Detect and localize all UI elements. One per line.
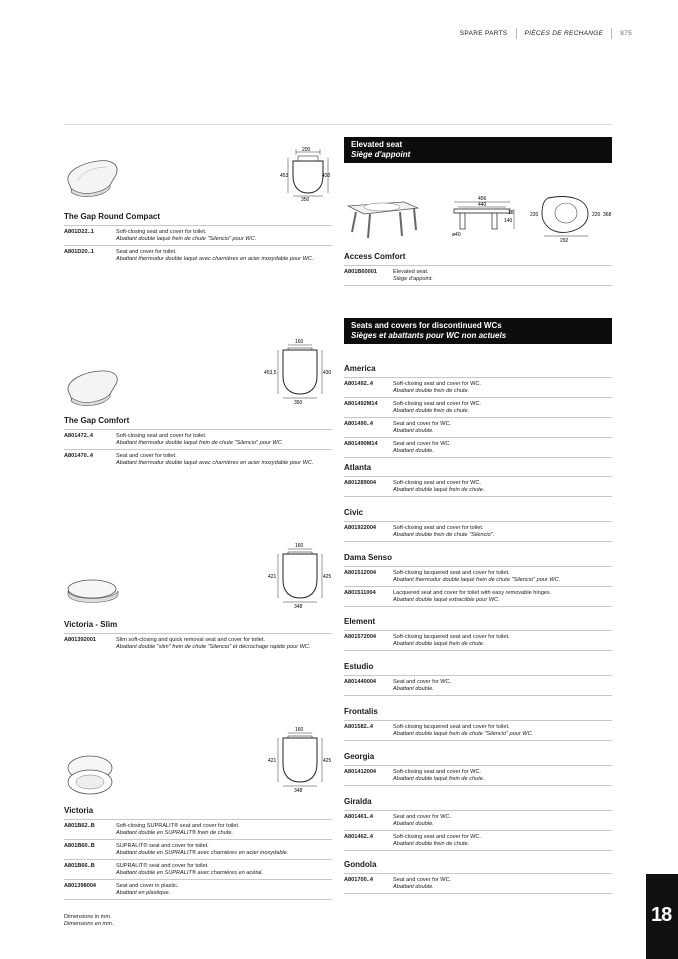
table-row — [344, 830, 612, 850]
desc-en: Seat and cover for WC. — [393, 877, 452, 883]
desc-fr: Abattant double laqué frein de chute "Silencio" pour WC. — [393, 731, 534, 737]
product-victoria — [64, 806, 332, 900]
desc-fr: Abattant double "slim" frein de chute "Silencio" et décrochage rapide pour WC. — [116, 644, 311, 650]
product-code: A801B60001 — [344, 269, 377, 275]
divider — [344, 285, 612, 286]
dim-label: 430 — [322, 173, 331, 179]
dim-label: 140 — [504, 218, 513, 224]
desc-en: SUPRALIT® seat and cover for toilet. — [116, 863, 209, 869]
table-row — [64, 859, 332, 879]
desc-fr: Abattant double laqué frein de chute "Silencio" pour WC. — [116, 236, 257, 242]
desc-fr: Abattant double. — [393, 821, 434, 827]
dim-label: 456 — [478, 196, 487, 202]
the-gap-comfort-photo — [64, 366, 122, 410]
header-divider — [516, 28, 517, 39]
product-code: A801289004 — [344, 480, 377, 486]
desc-en: Soft-closing SUPRALIT® seat and cover for toilet. — [116, 823, 240, 829]
desc-fr: Abattant thermodur double laqué frein de chute "Silencio" pour WC. — [393, 577, 561, 583]
section-title-en: SPARE PARTS — [459, 30, 508, 37]
dim-label: 292 — [560, 238, 569, 244]
dim-label: 160 — [295, 339, 304, 345]
divider — [64, 899, 332, 900]
divider — [344, 850, 612, 851]
product-code: A801572004 — [344, 634, 377, 640]
discontinued-header — [344, 318, 612, 344]
dim-label: 440 — [478, 202, 487, 208]
divider — [344, 457, 612, 458]
table-row — [64, 633, 332, 653]
desc-en: Soft-closing seat and cover for WC. — [393, 401, 481, 407]
dim-label: 160 — [295, 727, 304, 733]
dim-label: 348 — [294, 788, 303, 794]
desc-en: Soft-closing seat and cover for toilet. — [116, 229, 207, 235]
group-dama-senso — [344, 553, 612, 607]
top-divider — [64, 124, 612, 125]
chapter-number: 18 — [651, 904, 672, 926]
page-number: 875 — [620, 30, 632, 37]
group-title: America — [344, 364, 376, 373]
desc-en: Soft-closing seat and cover for toilet. — [393, 525, 484, 531]
victoria-photo — [64, 752, 118, 802]
table-row — [344, 397, 612, 417]
desc-fr: Abattant double en SUPRALIT® avec charnières en acier inoxydable. — [116, 850, 289, 856]
group-giralda — [344, 797, 612, 851]
the-gap-round-compact-photo — [64, 155, 122, 201]
header-fr: Sièges et abattants pour WC non actuels — [351, 331, 507, 340]
desc-fr: Abattant double laqué extractible pour WC. — [393, 597, 500, 603]
divider — [344, 650, 612, 651]
product-code: A801582..4 — [344, 724, 373, 730]
header-en: Elevated seat — [351, 140, 403, 149]
product-code: A801490..4 — [344, 421, 373, 427]
desc-fr: Abattant thermodur double laqué frein de chute "Silencio" pour WC. — [116, 440, 284, 446]
product-code: A801492..4 — [344, 381, 373, 387]
product-code: A801B66..B — [64, 863, 95, 869]
product-title: Access Comfort — [344, 252, 406, 261]
product-code: A801472..4 — [64, 433, 93, 439]
group-frontalis — [344, 707, 612, 741]
product-code: A801392001 — [64, 637, 97, 643]
dim-label: 200 — [302, 147, 311, 153]
dim-label: 18 — [508, 210, 514, 216]
desc-fr: Abattant double frein de chute. — [393, 841, 470, 847]
dim-label: 350 — [301, 197, 310, 202]
desc-en: Soft-closing seat and cover for WC. — [393, 769, 481, 775]
desc-fr: Abattant double. — [393, 884, 434, 890]
product-the-gap-round-compact — [64, 212, 332, 265]
divider — [344, 606, 612, 607]
desc-en: Soft-closing lacquered seat and cover for toilet. — [393, 634, 510, 640]
access-comfort-top-view — [530, 197, 612, 244]
table-row — [64, 879, 332, 899]
desc-en: Seat and cover for WC. — [393, 441, 452, 447]
dim-label: 425 — [323, 574, 332, 580]
header-divider — [611, 28, 612, 39]
desc-fr: Abattant en plastique. — [116, 890, 171, 896]
group-title: Giralda — [344, 797, 372, 806]
desc-en: Seat and cover for WC. — [393, 814, 452, 820]
desc-en: Seat and cover for toilet. — [116, 453, 177, 459]
table-row — [344, 810, 612, 830]
dim-label: 425 — [323, 758, 332, 764]
group-estudio — [344, 662, 612, 696]
product-the-gap-comfort — [64, 416, 332, 469]
group-georgia — [344, 752, 612, 786]
group-title: Atlanta — [344, 463, 372, 472]
desc-fr: Abattant double frein de chute. — [393, 408, 470, 414]
section-title-fr: PIÈCES DE RECHANGE — [524, 30, 604, 37]
dim-label: 220 — [592, 212, 601, 218]
table-row — [344, 630, 612, 650]
product-code: A801398004 — [64, 883, 97, 889]
header-en: Seats and covers for discontinued WCs — [351, 321, 502, 330]
desc-en: Soft-closing lacquered seat and cover for toilet. — [393, 570, 510, 576]
desc-fr: Abattant double. — [393, 686, 434, 692]
group-title: Estudio — [344, 662, 374, 671]
group-element — [344, 617, 612, 651]
product-code: A801B62..B — [64, 823, 95, 829]
desc-en: Seat and cover for WC. — [393, 679, 452, 685]
the-gap-round-compact-drawing — [280, 146, 336, 202]
product-victoria-slim — [64, 620, 332, 653]
divider — [344, 785, 612, 786]
dim-label: 421 — [268, 574, 277, 580]
group-title: Gondola — [344, 860, 377, 869]
table-row — [344, 586, 612, 606]
product-code: A801D20..1 — [64, 249, 94, 255]
group-title: Frontalis — [344, 707, 378, 716]
access-comfort-side-view — [452, 196, 514, 238]
desc-en: Seat and cover for toilet. — [116, 249, 177, 255]
dim-label: 350 — [294, 400, 303, 406]
desc-en: Soft-closing seat and cover for WC. — [393, 480, 481, 486]
product-code: A801412004 — [344, 769, 377, 775]
desc-fr: Abattant double frein de chute "Silencio". — [393, 532, 495, 538]
product-code: A801490M14 — [344, 441, 378, 447]
table-row — [344, 417, 612, 437]
desc-fr: Abattant thermodur double laqué avec charnières en acier inoxydable pour WC. — [116, 460, 314, 466]
desc-en: SUPRALIT® seat and cover for toilet. — [116, 843, 209, 849]
desc-fr: Abattant double frein de chute. — [393, 388, 470, 394]
desc-fr: Abattant double en SUPRALIT® frein de chute. — [116, 830, 233, 836]
group-title: Georgia — [344, 752, 375, 761]
table-row — [64, 429, 332, 449]
desc-en: Soft-closing lacquered seat and cover for toilet. — [393, 724, 510, 730]
product-title: Victoria — [64, 806, 94, 815]
table-row — [344, 437, 612, 457]
desc-fr: Abattant double laqué frein de chute. — [393, 776, 485, 782]
table-row — [64, 225, 332, 245]
product-code: A801512004 — [344, 570, 377, 576]
access-comfort-photo — [348, 202, 418, 238]
divider — [344, 893, 612, 894]
desc-fr: Abattant thermodur double laqué avec charnières en acier inoxydable pour WC. — [116, 256, 314, 262]
product-title: Victoria - Slim — [64, 620, 118, 629]
dim-label: 160 — [295, 543, 304, 549]
desc-fr: Abattant double en SUPRALIT® avec charnières en acétal. — [116, 870, 263, 876]
group-america — [344, 364, 612, 458]
desc-en: Seat and cover for WC. — [393, 421, 452, 427]
dim-label: 453,5 — [264, 370, 277, 376]
desc-en: Seat and cover in plastic. — [116, 883, 179, 889]
table-row — [64, 819, 332, 839]
desc-en: Lacquered seat and cover for toilet with easy removable hinges. — [393, 590, 552, 596]
table-row — [344, 720, 612, 740]
table-row — [344, 765, 612, 785]
group-title: Civic — [344, 508, 364, 517]
product-code: A801461..4 — [344, 814, 373, 820]
product-code: A801D22..1 — [64, 229, 94, 235]
product-code: A801492M14 — [344, 401, 378, 407]
product-title: The Gap Round Compact — [64, 212, 160, 221]
product-code: A801470..4 — [64, 453, 93, 459]
dim-label: 220 — [530, 212, 539, 218]
desc-fr: Siège d'appoint. — [393, 276, 433, 282]
table-row — [64, 245, 332, 265]
divider — [344, 541, 612, 542]
desc-en: Soft-closing seat and cover for WC. — [393, 834, 481, 840]
product-access-comfort — [344, 252, 612, 286]
dim-label: 421 — [268, 758, 277, 764]
dim-label: 368 — [603, 212, 612, 218]
dim-label: 453 — [280, 173, 289, 179]
table-row — [344, 476, 612, 496]
chapter-tab[interactable] — [646, 874, 678, 959]
product-code: A801922004 — [344, 525, 377, 531]
desc-fr: Abattant double. — [393, 448, 434, 454]
table-row — [344, 377, 612, 397]
table-row — [344, 675, 612, 695]
desc-fr: Abattant double. — [393, 428, 434, 434]
divider — [344, 695, 612, 696]
group-atlanta — [344, 463, 612, 497]
table-row — [344, 566, 612, 586]
dims-note-fr: Dimensions en mm. — [64, 921, 114, 927]
table-row — [344, 873, 612, 893]
access-comfort-drawings — [344, 192, 612, 244]
desc-en: Soft-closing seat and cover for toilet. — [116, 433, 207, 439]
group-title: Dama Senso — [344, 553, 393, 562]
victoria-slim-photo — [64, 575, 124, 611]
dim-label: 430 — [323, 370, 332, 376]
dims-note-en: Dimensions in mm. — [64, 914, 112, 920]
group-title: Element — [344, 617, 376, 626]
divider — [344, 496, 612, 497]
desc-en: Slim soft-closing and quick removal seat and cover for toilet. — [116, 637, 265, 643]
product-code: A801511004 — [344, 590, 376, 596]
dim-label: 348 — [294, 604, 303, 610]
victoria-drawing — [264, 724, 336, 796]
table-row — [64, 449, 332, 469]
dim-label: ø40 — [452, 232, 461, 238]
elevated-seat-header — [344, 137, 612, 163]
product-code: A801462..4 — [344, 834, 373, 840]
desc-en: Soft-closing seat and cover for WC. — [393, 381, 481, 387]
product-code: A801440004 — [344, 679, 377, 685]
desc-fr: Abattant double laqué frein de chute. — [393, 487, 485, 493]
product-code: A801700..4 — [344, 877, 373, 883]
desc-en: Elevated seat. — [393, 269, 429, 275]
header-fr: Siège d'appoint — [351, 150, 411, 159]
group-civic — [344, 508, 612, 542]
table-row — [64, 839, 332, 859]
page-header — [460, 28, 632, 39]
group-gondola — [344, 860, 612, 894]
the-gap-comfort-drawing — [264, 336, 336, 408]
table-row — [344, 521, 612, 541]
product-code: A801B60..B — [64, 843, 95, 849]
dimensions-note — [64, 914, 113, 928]
table-row — [344, 265, 612, 285]
desc-fr: Abattant double laqué frein de chute. — [393, 641, 485, 647]
divider — [344, 740, 612, 741]
product-title: The Gap Comfort — [64, 416, 130, 425]
victoria-slim-drawing — [264, 540, 336, 612]
